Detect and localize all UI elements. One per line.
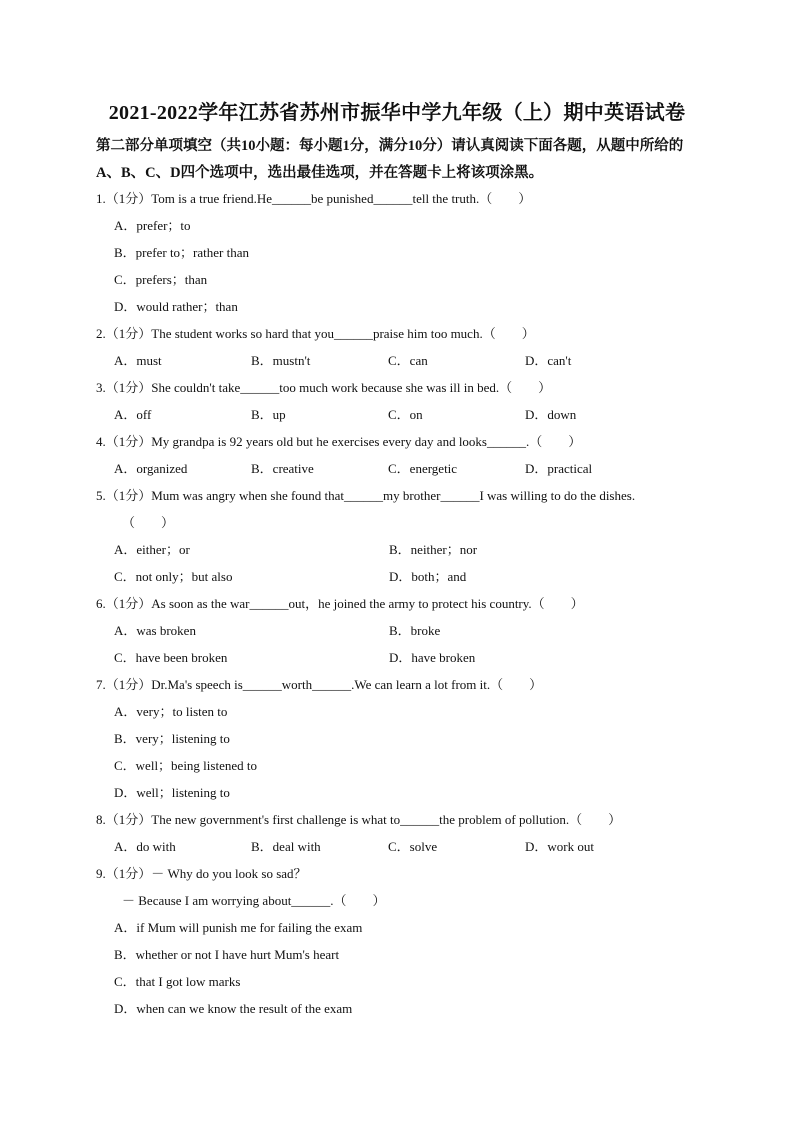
option-d[interactable]: D．both；and — [389, 569, 467, 584]
option-b[interactable]: B．neither；nor — [389, 542, 478, 557]
option-row — [96, 347, 706, 374]
option-a[interactable]: A．very；to listen to — [114, 704, 228, 719]
option-row — [96, 644, 706, 671]
option-row — [96, 995, 706, 1022]
option-c[interactable]: C．can — [388, 353, 428, 368]
option-b[interactable]: B．very；listening to — [114, 731, 230, 746]
option-a[interactable]: A．prefer；to — [114, 218, 191, 233]
question-7 — [96, 671, 706, 806]
option-b[interactable]: B．prefer to；rather than — [114, 245, 250, 260]
option-d[interactable]: D．can't — [525, 353, 572, 368]
option-row — [96, 401, 706, 428]
question-2 — [96, 320, 706, 374]
option-row — [96, 293, 706, 320]
option-c[interactable]: C．on — [388, 407, 423, 422]
option-b[interactable]: B．deal with — [251, 839, 321, 854]
question-1 — [96, 185, 706, 320]
option-row — [96, 914, 706, 941]
option-row — [96, 266, 706, 293]
option-c[interactable]: C．prefers；than — [114, 272, 208, 287]
option-a[interactable]: A．off — [114, 407, 152, 422]
option-d[interactable]: D．down — [525, 407, 577, 422]
question-stem-continued: － Because I am worrying about______.（ ） — [122, 893, 386, 908]
option-b[interactable]: B．mustn't — [251, 353, 311, 368]
option-row — [96, 455, 706, 482]
option-d[interactable]: D．practical — [525, 461, 593, 476]
option-c[interactable]: C．energetic — [388, 461, 458, 476]
option-row — [96, 752, 706, 779]
question-stem: 5.（1分）Mum was angry when she found that______my brother______I was willing to do the dishes. — [96, 488, 636, 503]
option-row — [96, 212, 706, 239]
option-row — [96, 833, 706, 860]
option-a[interactable]: A．do with — [114, 839, 176, 854]
question-8 — [96, 806, 706, 860]
option-b[interactable]: B．up — [251, 407, 286, 422]
page-title: 2021-2022学年江苏省苏州市振华中学九年级（上）期中英语试卷 — [108, 102, 686, 124]
option-d[interactable]: D．have broken — [389, 650, 476, 665]
option-a[interactable]: A．was broken — [114, 623, 196, 638]
question-stem: 2.（1分）The student works so hard that you______praise him too much.（ ） — [96, 326, 535, 341]
option-row — [96, 698, 706, 725]
option-b[interactable]: B．broke — [389, 623, 441, 638]
question-3 — [96, 374, 706, 428]
option-row — [96, 941, 706, 968]
question-stem: 7.（1分）Dr.Ma's speech is______worth______.We can learn a lot from it.（ ） — [96, 677, 543, 692]
question-stem: 4.（1分）My grandpa is 92 years old but he exercises every day and looks______.（ ） — [96, 434, 582, 449]
option-c[interactable]: C．well；being listened to — [114, 758, 257, 773]
option-d[interactable]: D．would rather；than — [114, 299, 238, 314]
option-d[interactable]: D．well；listening to — [114, 785, 230, 800]
question-stem: 3.（1分）She couldn't take______too much work because she was ill in bed.（ ） — [96, 380, 552, 395]
question-stem: 1.（1分）Tom is a true friend.He______be punished______tell the truth.（ ） — [96, 191, 532, 206]
option-a[interactable]: A．organized — [114, 461, 188, 476]
question-stem: 6.（1分）As soon as the war______out，he joined the army to protect his country.（ ） — [96, 596, 584, 611]
question-list — [96, 185, 706, 1022]
question-stem: 9.（1分）－ Why do you look so sad？ — [96, 866, 307, 881]
question-6 — [96, 590, 706, 671]
option-c[interactable]: C．not only；but also — [114, 569, 233, 584]
option-d[interactable]: D．work out — [525, 839, 594, 854]
question-4 — [96, 428, 706, 482]
option-c[interactable]: C．have been broken — [114, 650, 228, 665]
option-row — [96, 779, 706, 806]
option-row — [96, 563, 706, 590]
option-a[interactable]: A．either；or — [114, 542, 190, 557]
option-b[interactable]: B．whether or not I have hurt Mum's heart — [114, 947, 340, 962]
question-stem-continued: （ ） — [122, 515, 175, 530]
question-5 — [96, 482, 706, 590]
option-row — [96, 617, 706, 644]
option-d[interactable]: D．when can we know the result of the exam — [114, 1001, 353, 1016]
option-a[interactable]: A．if Mum will punish me for failing the exam — [114, 920, 363, 935]
option-c[interactable]: C．solve — [388, 839, 438, 854]
option-row — [96, 536, 706, 563]
option-row — [96, 968, 706, 995]
section-instructions: 第二部分单项填空（共10小题：每小题1分，满分10分）请认真阅读下面各题，从题中所给的A、B、C、D四个选项中，选出最佳选项，并在答题卡上将该项涂黑。 — [96, 138, 684, 181]
option-c[interactable]: C．that I got low marks — [114, 974, 241, 989]
question-9 — [96, 860, 706, 1022]
option-b[interactable]: B．creative — [251, 461, 314, 476]
option-a[interactable]: A．must — [114, 353, 162, 368]
question-stem: 8.（1分）The new government's first challenge is what to______the problem of pollution.（ ） — [96, 812, 622, 827]
option-row — [96, 725, 706, 752]
option-row — [96, 239, 706, 266]
